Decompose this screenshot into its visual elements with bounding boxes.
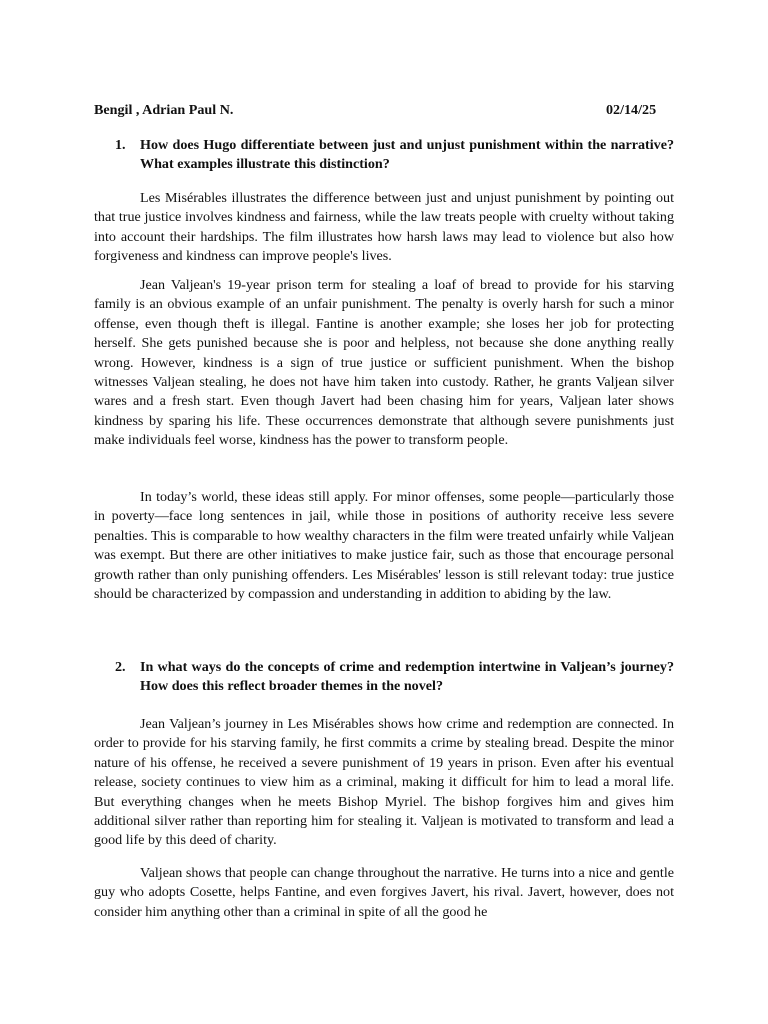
answer-paragraph: In today’s world, these ideas still apply. For minor offenses, some people—particularly those in poverty—face long sentences in jail, while those in positions of authority receive less severe penalties. This is comparable to how wealthy characters in the film were treated unfairly while Valjean was exempt. But there are other initiatives to make justice fair, such as those that encourage personal growth rather than only punishing offenders. Les Misérables' lesson is still relevant today: true justice should be characterized by compassion and understanding in addition to abiding by the law.: [94, 489, 674, 603]
answer-paragraph: Valjean shows that people can change throughout the narrative. He turns into a nice and gentle guy who adopts Cosette, helps Fantine, and even forgives Javert, his rival. Javert, however, does not consider him anything other than a criminal in spite of all the good he: [94, 865, 674, 920]
answer-paragraph: Les Misérables illustrates the difference between just and unjust punishment by pointing out that true justice involves kindness and fairness, while the law treats people with cruelty without taking into account their hardships. The film illustrates how harsh laws may lead to violence but also how forgiveness and kindness can improve people's lives.: [94, 190, 674, 265]
document-date: 02/14/25: [606, 102, 657, 118]
question-number: 2.: [115, 659, 126, 675]
question-2: [94, 658, 674, 697]
question-1: [94, 136, 674, 175]
answer-paragraph: Jean Valjean's 19-year prison term for stealing a loaf of bread to provide for his starving family is an obvious example of an unfair punishment. The penalty is overly harsh for such a minor offense, even though theft is illegal. Fantine is another example; she loses her job for protecting herself. She gets punished because she is poor and helpless, not because she done anything really wrong. However, kindness is a sign of true justice or sufficient punishment. When the bishop witnesses Valjean stealing, he does not have him taken into custody. Rather, he grants Valjean silver wares and a fresh start. Even though Javert had been chasing him for years, Valjean later shows kindness by sparing his life. These occurrences demonstrate that although severe punishments just make individuals feel worse, kindness has the power to transform people.: [94, 277, 674, 449]
answer-paragraph: Jean Valjean’s journey in Les Misérables shows how crime and redemption are connected. In order to provide for his starving family, he first commits a crime by stealing bread. Despite the minor nature of his offense, he received a severe punishment of 19 years in prison. Even after his eventual release, society continues to view him as a criminal, making it difficult for him to lead a moral life. But everything changes when he meets Bishop Myriel. The bishop forgives him and gives him additional silver rather than reporting him for stealing it. Valjean is motivated to transform and lead a good life by this deed of charity.: [94, 716, 674, 849]
question-text: In what ways do the concepts of crime and redemption intertwine in Valjean’s journey? How does this reflect broader themes in the novel?: [140, 659, 674, 695]
author-name: Bengil , Adrian Paul N.: [94, 102, 234, 118]
question-text: How does Hugo differentiate between just and unjust punishment within the narrative? What examples illustrate this distinction?: [140, 137, 674, 173]
question-number: 1.: [115, 137, 126, 153]
